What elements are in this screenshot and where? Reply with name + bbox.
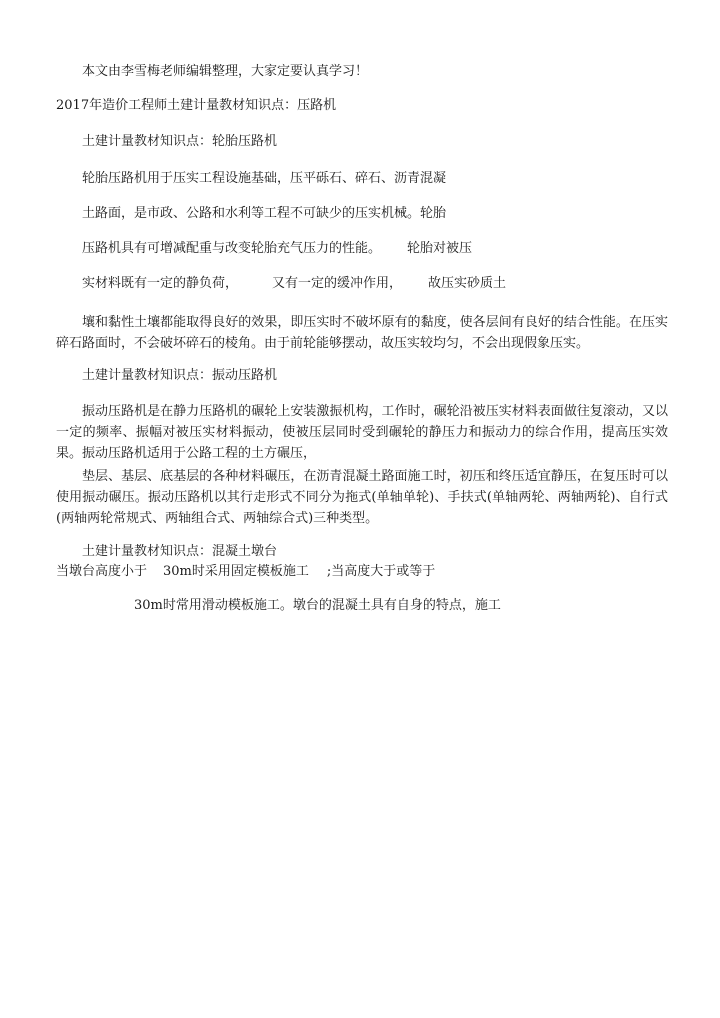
section2-paragraph-2: 垫层、基层、底基层的各种材料碾压，在沥青混凝土路面施工时，初压和终压适宜静压，在复压时可以使用振动碾压。振动压路机以其行走形式不同分为拖式(单轴单轮)、手扶式(单轴两轮、两轴两轮)、自行式(两轴两轮常规式、两轴组合式、两轴综合式)三种类型。	[56, 469, 668, 526]
section3-line1-part-c: ;当高度大于或等于	[326, 564, 436, 579]
section3-heading: 土建计量教材知识点：混凝土墩台	[82, 544, 278, 559]
section3-line1-part-a: 当墩台高度小于	[56, 564, 148, 579]
section1-line3	[82, 241, 472, 257]
section1-line3-part-b: 轮胎对被压	[407, 241, 473, 256]
section1-line2: 土路面，是市政、公路和水利等工程不可缺少的压实机械。轮胎	[82, 206, 447, 221]
section1-line4-part-a: 实材料既有一定的静负荷，	[82, 276, 239, 291]
section3-line2: 30m时常用滑动模板施工。墩台的混凝土具有自身的特点，施工	[134, 598, 501, 613]
section1-heading: 土建计量教材知识点：轮胎压路机	[82, 134, 278, 149]
section1-line1: 轮胎压路机用于压实工程设施基础，压平砾石、碎石、沥青混凝	[82, 171, 447, 186]
section3-line1	[56, 564, 435, 580]
intro-line: 本文由李雪梅老师编辑整理，大家定要认真学习！	[82, 64, 369, 79]
section1-paragraph: 壤和黏性土壤都能取得良好的效果，即压实时不破坏原有的黏度，使各层间有良好的结合性能。在压实碎石路面时，不会破坏碎石的棱角。由于前轮能够摆动，故压实较均匀，不会出现假象压实。	[56, 315, 668, 351]
section2-paragraph-1: 振动压路机是在静力压路机的碾轮上安装激振机构，工作时，碾轮沿被压实材料表面做往复滚动，又以一定的频率、振幅对被压实材料振动，使被压层同时受到碾轮的静压力和振动力的综合作用，提高压实效果。振动压路机适用于公路工程的土方碾压，	[56, 404, 668, 461]
main-title: 2017年造价工程师土建计量教材知识点：压路机	[56, 98, 337, 113]
section1-line4-part-c: 故压实砂质土	[428, 276, 507, 291]
section1-line3-part-a: 压路机具有可增减配重与改变轮胎充气压力的性能。	[82, 241, 382, 256]
section2-heading: 土建计量教材知识点：振动压路机	[82, 368, 278, 383]
section1-line4	[82, 276, 506, 292]
section1-line4-part-b: 又有一定的缓冲作用，	[272, 276, 403, 291]
section3-line1-part-b: 30m时采用固定模板施工	[163, 564, 309, 579]
